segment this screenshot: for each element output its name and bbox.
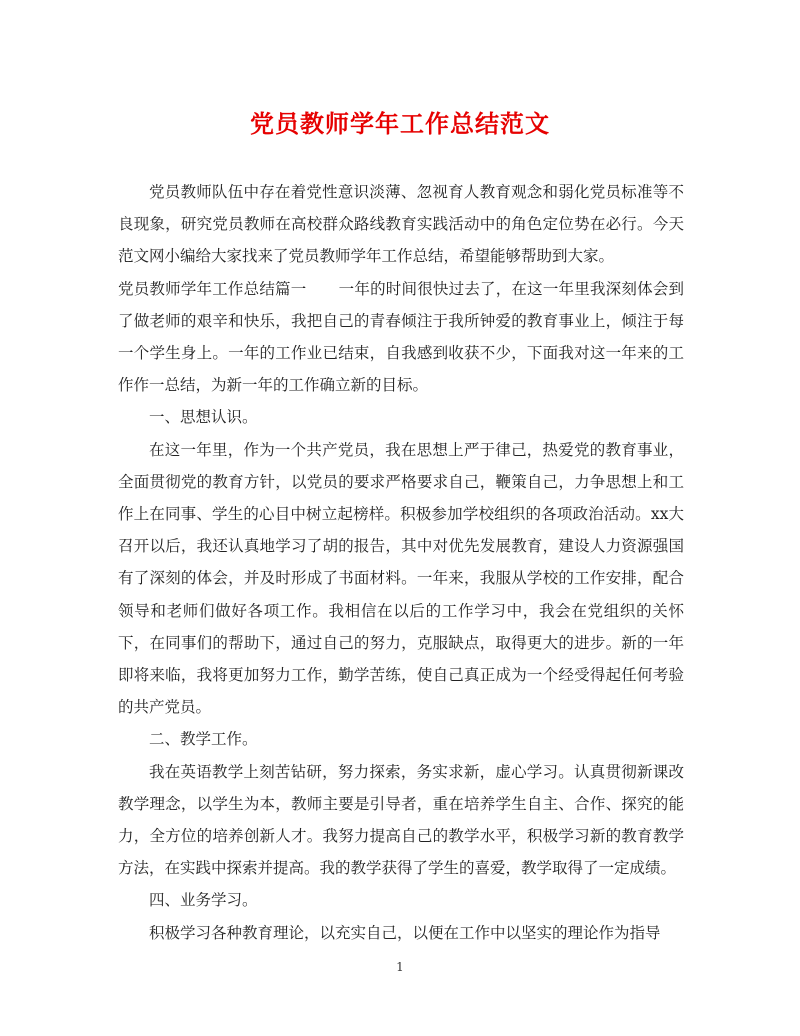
section-body-study: 积极学习各种教育理论，以充实自己，以便在工作中以坚实的理论作为指导 bbox=[149, 923, 661, 942]
section-body-thought: 在这一年里，作为一个共产党员，我在思想上严于律己，热爱党的教育事业，全面贯彻党的教育方针，以党员的要求严格要求自己，鞭策自己，力争思想上和工作上在同事、学生的心目中树立起榜样。积极参加学校组织的各项政治活动。xx大召开以后，我还认真地学习了胡的报告，其中对优先发展教育，建设人力资源强国有了深刻的体会，并及时形成了书面材料。一年来，我服从学校的工作安排，配合领导和老师们做好各项工作。我相信在以后的工作学习中，我会在党组织的关怀下，在同事们的帮助下，通过自己的努力，克服缺点，取得更大的进步。新的一年即将来临，我将更加努力工作，勤学苦练，使自己真正成为一个经受得起任何考验的共产党员。 bbox=[118, 440, 684, 717]
document-title: 党员教师学年工作总结范文 bbox=[250, 109, 550, 138]
piece-text: 一年的时间很快过去了，在这一年里我深刻体会到了做老师的艰辛和快乐，我把自己的青春倾注于我所钟爱的教育事业上，倾注于每一个学生身上。一年的工作业已结束，自我感到收获不少，下面我对这一年来的工作作一总结，为新一年的工作确立新的目标。 bbox=[118, 279, 684, 395]
section-body-teaching: 我在英语教学上刻苦钻研，努力探索，务实求新，虚心学习。认真贯彻新课改教学理念，以学生为本，教师主要是引导者，重在培养学生自主、合作、探究的能力，全方位的培养创新人才。我努力提高自己的教学水平，积极学习新的教育教学方法，在实践中探索并提高。我的教学获得了学生的喜爱，教学取得了一定成绩。 bbox=[118, 762, 684, 878]
intro-paragraph: 党员教师队伍中存在着党性意识淡薄、忽视育人教育观念和弱化党员标准等不良现象，研究党员教师在高校群众路线教育实践活动中的角色定位势在必行。今天范文网小编给大家找来了党员教师学年工作总结，希望能够帮助到大家。 bbox=[118, 183, 684, 266]
piece-label: 党员教师学年工作总结篇一 bbox=[118, 279, 307, 298]
page-number: 1 bbox=[396, 960, 404, 974]
section-heading-thought: 一、思想认识。 bbox=[149, 408, 258, 427]
document-body bbox=[118, 176, 684, 949]
section-heading-study: 四、业务学习。 bbox=[149, 891, 258, 910]
piece-paragraph bbox=[118, 273, 684, 402]
section-heading-teaching: 二、教学工作。 bbox=[149, 730, 258, 749]
